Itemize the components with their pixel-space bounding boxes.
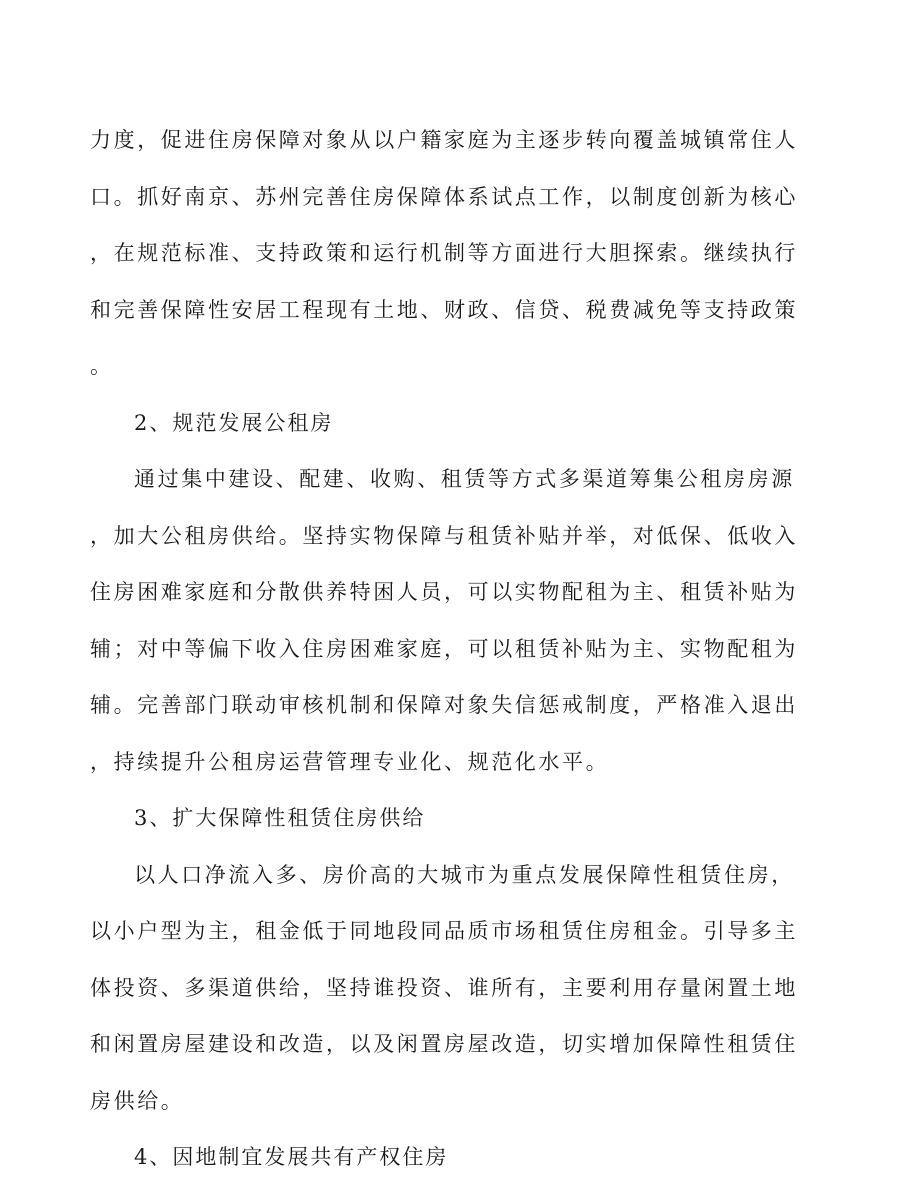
section-heading-3: 3、扩大保障性租赁住房供给 <box>134 806 426 830</box>
paragraph-2-line-3: 住房困难家庭和分散供养特困人员，可以实物配租为主、租赁补贴为 <box>90 580 798 604</box>
paragraph-1-line-5: 。 <box>90 354 114 378</box>
paragraph-3-line-4: 和闲置房屋建设和改造，以及闲置房屋改造，切实增加保障性租赁住 <box>90 1032 798 1056</box>
paragraph-1-line-1: 力度，促进住房保障对象从以户籍家庭为主逐步转向覆盖城镇常住人 <box>90 128 798 152</box>
paragraph-2-line-5: 辅。完善部门联动审核机制和保障对象失信惩戒制度，严格准入退出 <box>90 693 798 717</box>
section-heading-2: 2、规范发展公租房 <box>134 410 334 435</box>
paragraph-1-line-3: ，在规范标准、支持政策和运行机制等方面进行大胆探索。继续执行 <box>90 241 798 265</box>
paragraph-3-line-1: 以人口净流入多、房价高的大城市为重点发展保障性租赁住房， <box>134 862 795 887</box>
paragraph-3-line-5: 房供给。 <box>90 1088 185 1113</box>
paragraph-2-line-6: ，持续提升公租房运营管理专业化、规范化水平。 <box>90 749 610 774</box>
document-page <box>90 112 830 1186</box>
paragraph-3-line-2: 以小户型为主，租金低于同地段同品质市场租赁住房租金。引导多主 <box>90 919 798 943</box>
paragraph-1-line-4: 和完善保障性安居工程现有土地、财政、信贷、税费减免等支持政策 <box>90 297 798 322</box>
paragraph-1-line-2: 口。抓好南京、苏州完善住房保障体系试点工作，以制度创新为核心 <box>90 184 798 209</box>
paragraph-2-line-1: 通过集中建设、配建、收购、租赁等方式多渠道筹集公租房房源 <box>134 467 795 491</box>
section-heading-4: 4、因地制宜发展共有产权住房 <box>134 1145 449 1169</box>
paragraph-3-line-3: 体投资、多渠道供给，坚持谁投资、谁所有，主要利用存量闲置土地 <box>90 975 798 1000</box>
paragraph-2-line-4: 辅；对中等偏下收入住房困难家庭，可以租赁补贴为主、实物配租为 <box>90 636 798 661</box>
paragraph-2-line-2: ，加大公租房供给。坚持实物保障与租赁补贴并举，对低保、低收入 <box>90 523 798 548</box>
